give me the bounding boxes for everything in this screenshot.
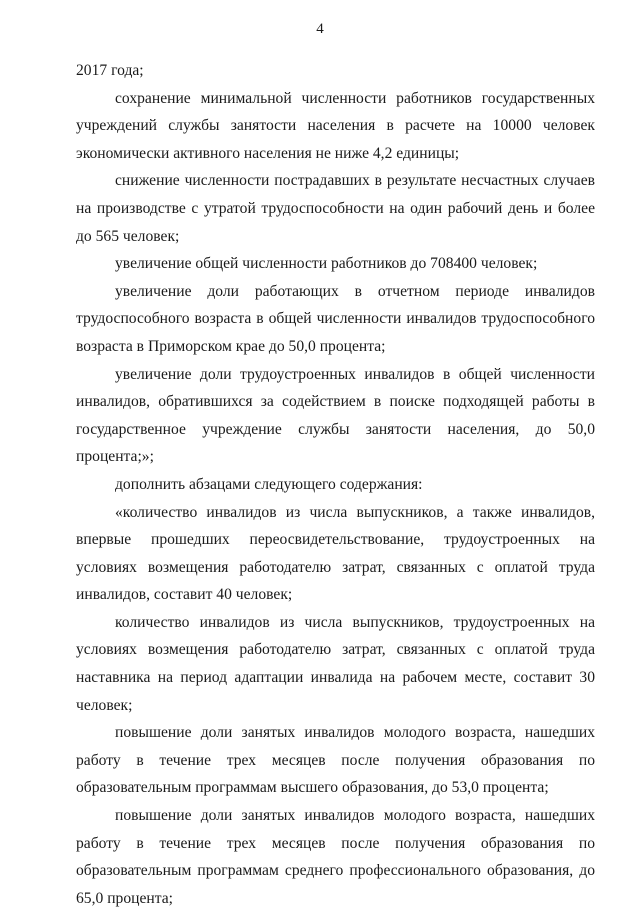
paragraph-amendment-intro: дополнить абзацами следующего содержания: <box>115 475 423 493</box>
paragraph-higher-education-share: повышение доли занятых инвалидов молодого возраста, нашедших работу в течение трех месяцев после получения образования по образовательным программам высшего образования, до 53,0 процента; <box>76 724 595 797</box>
paragraph-employed-disabled-share: увеличение доли трудоустроенных инвалидов в общей численности инвалидов, обратившихся за содействием в поиске подходящей работы в государственное учреждение службы занятости населения, до 50,0 процента;»; <box>76 365 595 466</box>
paragraph-continuation: 2017 года; <box>76 62 144 79</box>
paragraph-accident-reduction: снижение численности пострадавших в результате несчастных случаев на производстве с утратой трудоспособности на один рабочий день и более до 565 человек; <box>76 172 595 245</box>
paragraph-workforce-increase: увеличение общей численности работников до 708400 человек; <box>115 255 538 273</box>
paragraph-working-disabled-share: увеличение доли работающих в отчетном периоде инвалидов трудоспособного возраста в общей численности инвалидов трудоспособного возраста в Приморском крае до 50,0 процента; <box>76 282 595 355</box>
document-body <box>76 57 595 912</box>
paragraph-graduates-employment: «количество инвалидов из числа выпускников, а также инвалидов, впервые прошедших переосвидетельствование, трудоустроенных на условиях возмещения работодателю затрат, связанных с оплатой труда инвалидов, составит 40 человек; <box>76 503 595 604</box>
page-number: 4 <box>316 21 324 37</box>
paragraph-mentor-compensation: количество инвалидов из числа выпускников, трудоустроенных на условиях возмещения работодателю затрат, связанных с оплатой труда наставника на период адаптации инвалида на рабочем месте, составит 30 человек; <box>76 613 595 714</box>
paragraph-vocational-education-share: повышение доли занятых инвалидов молодого возраста, нашедших работу в течение трех месяцев после получения образования по образовательным программам среднего профессионального образования, до 65,0 процента; <box>76 807 595 907</box>
paragraph-staff-minimum: сохранение минимальной численности работников государственных учреждений службы занятости населения в расчете на 10000 человек экономически активного населения не ниже 4,2 единицы; <box>76 89 595 162</box>
